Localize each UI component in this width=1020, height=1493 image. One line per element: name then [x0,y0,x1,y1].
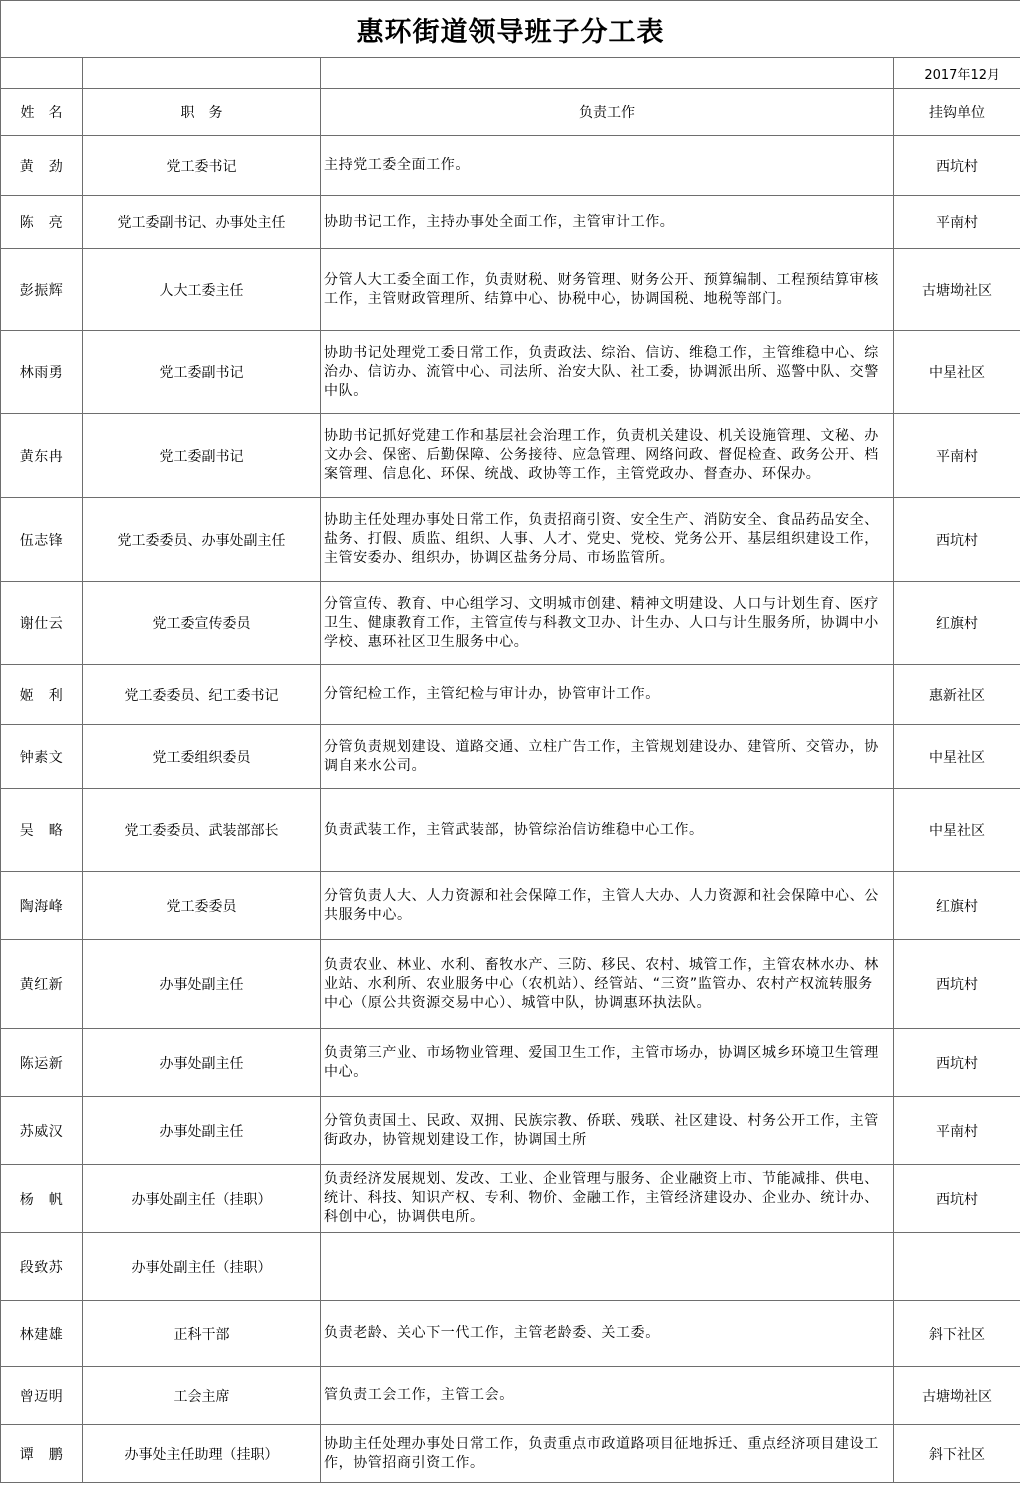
table-row [1,1165,1020,1233]
duties-cell: 分管负责人大、人力资源和社会保障工作，主管人大办、人力资源和社会保障中心、公共服务中心。 [321,872,894,940]
header-position: 职 务 [83,89,321,136]
name-cell: 林雨勇 [1,331,83,414]
unit-cell: 西坑村 [894,1165,1020,1233]
name-cell: 钟素文 [1,725,83,789]
page-title: 惠环街道领导班子分工表 [1,1,1020,58]
table-row [1,1029,1020,1097]
name-cell: 陶海峰 [1,872,83,940]
empty-cell [83,58,321,89]
duties-cell: 负责农业、林业、水利、畜牧水产、三防、移民、农村、城管工作，主管农林水办、林业站、水利所、农业服务中心（农机站）、经管站、“三资”监管办、农村产权流转服务中心（原公共资源交易中心）、城管中队，协调惠环执法队。 [321,940,894,1029]
duties-cell: 负责经济发展规划、发改、工业、企业管理与服务、企业融资上市、节能减排、供电、统计、科技、知识产权、专利、物价、金融工作，主管经济建设办、企业办、统计办、科创中心，协调供电所。 [321,1165,894,1233]
table-row [1,1367,1020,1425]
header-unit: 挂钩单位 [894,89,1020,136]
duties-cell: 负责武装工作，主管武装部，协管综治信访维稳中心工作。 [321,789,894,872]
name-cell: 姬 利 [1,665,83,725]
position-cell: 党工委委员、纪工委书记 [83,665,321,725]
duties-cell: 协助书记工作，主持办事处全面工作，主管审计工作。 [321,196,894,249]
table-row [1,1233,1020,1301]
duties-cell: 主持党工委全面工作。 [321,136,894,196]
unit-cell: 平南村 [894,1097,1020,1165]
duties-cell: 分管负责规划建设、道路交通、立柱广告工作，主管规划建设办、建管所、交管办，协调自来水公司。 [321,725,894,789]
table-row [1,498,1020,582]
name-cell: 林建雄 [1,1301,83,1367]
position-cell: 党工委书记 [83,136,321,196]
unit-cell: 西坑村 [894,498,1020,582]
position-cell: 党工委副书记 [83,331,321,414]
name-cell: 吴 略 [1,789,83,872]
unit-cell: 红旗村 [894,582,1020,665]
name-cell: 陈运新 [1,1029,83,1097]
position-cell: 党工委委员 [83,872,321,940]
position-cell: 正科干部 [83,1301,321,1367]
unit-cell: 中星社区 [894,789,1020,872]
position-cell: 人大工委主任 [83,249,321,331]
table-row [1,582,1020,665]
table-row [1,789,1020,872]
position-cell: 办事处主任助理（挂职） [83,1425,321,1483]
duties-cell: 管负责工会工作，主管工会。 [321,1367,894,1425]
unit-cell: 西坑村 [894,136,1020,196]
table-row [1,1425,1020,1483]
position-cell: 党工委宣传委员 [83,582,321,665]
name-cell: 曾迈明 [1,1367,83,1425]
name-cell: 陈 亮 [1,196,83,249]
table-row [1,331,1020,414]
duties-cell: 协助书记处理党工委日常工作，负责政法、综治、信访、维稳工作，主管维稳中心、综治办、信访办、流管中心、司法所、治安大队、社工委，协调派出所、巡警中队、交警中队。 [321,331,894,414]
unit-cell [894,1233,1020,1301]
duties-cell: 负责老龄、关心下一代工作，主管老龄委、关工委。 [321,1301,894,1367]
name-cell: 黄东冉 [1,414,83,498]
position-cell: 办事处副主任 [83,1097,321,1165]
position-cell: 党工委组织委员 [83,725,321,789]
duties-cell: 分管纪检工作，主管纪检与审计办，协管审计工作。 [321,665,894,725]
name-cell: 谢仕云 [1,582,83,665]
unit-cell: 平南村 [894,414,1020,498]
duties-cell: 分管宣传、教育、中心组学习、文明城市创建、精神文明建设、人口与计划生育、医疗卫生、健康教育工作，主管宣传与科教文卫办、计生办、人口与计生服务所，协调中小学校、惠环社区卫生服务中心。 [321,582,894,665]
table-row [1,249,1020,331]
name-cell: 杨 帆 [1,1165,83,1233]
unit-cell: 斜下社区 [894,1301,1020,1367]
duties-cell: 协助主任处理办事处日常工作，负责重点市政道路项目征地拆迁、重点经济项目建设工作，协管招商引资工作。 [321,1425,894,1483]
duties-cell: 分管负责国土、民政、双拥、民族宗教、侨联、残联、社区建设、村务公开工作，主管街政办，协管规划建设工作，协调国土所 [321,1097,894,1165]
empty-cell [1,58,83,89]
name-cell: 黄 劲 [1,136,83,196]
unit-cell: 斜下社区 [894,1425,1020,1483]
name-cell: 谭 鹏 [1,1425,83,1483]
unit-cell: 中星社区 [894,331,1020,414]
header-duties: 负责工作 [321,89,894,136]
unit-cell: 惠新社区 [894,665,1020,725]
position-cell: 工会主席 [83,1367,321,1425]
table-row [1,414,1020,498]
name-cell: 伍志锋 [1,498,83,582]
date-cell: 2017年12月 [894,58,1020,89]
unit-cell: 古塘坳社区 [894,1367,1020,1425]
table-row [1,665,1020,725]
table-row [1,872,1020,940]
empty-cell [321,58,894,89]
duties-cell: 协助主任处理办事处日常工作，负责招商引资、安全生产、消防安全、食品药品安全、盐务、打假、质监、组织、人事、人才、党史、党校、党务公开、基层组织建设工作，主管安委办、组织办，协调区盐务分局、市场监管所。 [321,498,894,582]
table-row [1,196,1020,249]
unit-cell: 中星社区 [894,725,1020,789]
table-row [1,725,1020,789]
position-cell: 党工委副书记、办事处主任 [83,196,321,249]
unit-cell: 西坑村 [894,940,1020,1029]
name-cell: 彭振辉 [1,249,83,331]
unit-cell: 古塘坳社区 [894,249,1020,331]
position-cell: 办事处副主任（挂职） [83,1233,321,1301]
name-cell: 苏威汉 [1,1097,83,1165]
table-row [1,136,1020,196]
position-cell: 党工委副书记 [83,414,321,498]
position-cell: 党工委委员、武装部部长 [83,789,321,872]
position-cell: 办事处副主任 [83,1029,321,1097]
duties-cell: 负责第三产业、市场物业管理、爱国卫生工作，主管市场办，协调区城乡环境卫生管理中心。 [321,1029,894,1097]
table-row [1,1301,1020,1367]
position-cell: 办事处副主任（挂职） [83,1165,321,1233]
name-cell: 段致苏 [1,1233,83,1301]
duties-cell [321,1233,894,1301]
unit-cell: 平南村 [894,196,1020,249]
position-cell: 党工委委员、办事处副主任 [83,498,321,582]
unit-cell: 红旗村 [894,872,1020,940]
position-cell: 办事处副主任 [83,940,321,1029]
unit-cell: 西坑村 [894,1029,1020,1097]
name-cell: 黄红新 [1,940,83,1029]
duties-cell: 分管人大工委全面工作，负责财税、财务管理、财务公开、预算编制、工程预结算审核工作，主管财政管理所、结算中心、协税中心，协调国税、地税等部门。 [321,249,894,331]
header-name: 姓 名 [1,89,83,136]
duties-cell: 协助书记抓好党建工作和基层社会治理工作，负责机关建设、机关设施管理、文秘、办文办会、保密、后勤保障、公务接待、应急管理、网络问政、督促检查、政务公开、档案管理、信息化、环保、统战、政协等工作，主管党政办、督查办、环保办。 [321,414,894,498]
table-row [1,1097,1020,1165]
table-row [1,940,1020,1029]
